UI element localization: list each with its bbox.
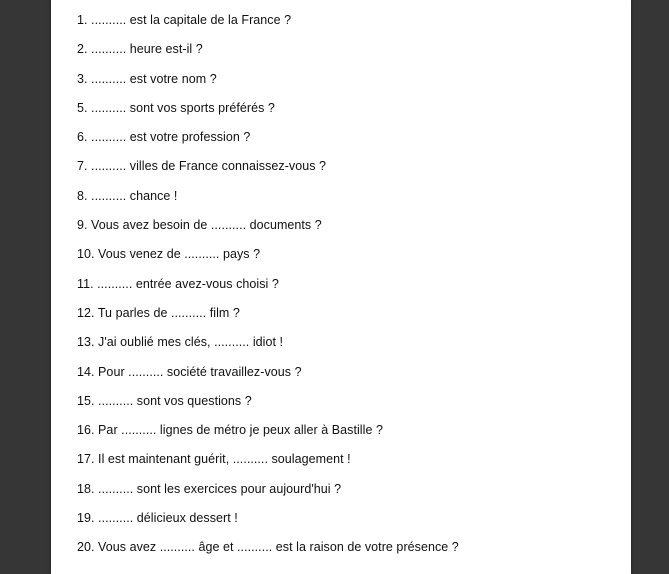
exercise-line-9: 9. Vous avez besoin de .......... documents ?	[77, 218, 322, 233]
exercise-line-15: 15. .......... sont vos questions ?	[77, 393, 252, 408]
exercise-line-14: 14. Pour .......... société travaillez-vous ?	[77, 364, 302, 379]
viewer-background-right	[631, 0, 669, 574]
exercise-line-2: 2. .......... heure est-il ?	[77, 42, 203, 57]
exercise-line-16: 16. Par .......... lignes de métro je peux aller à Bastille ?	[77, 423, 383, 438]
exercise-line-1: 1. .......... est la capitale de la France ?	[77, 13, 292, 27]
exercise-line-10: 10. Vous venez de .......... pays ?	[77, 247, 261, 262]
exercise-line-5: 5. .......... sont vos sports préférés ?	[77, 100, 275, 115]
exercise-line-19: 19. .......... délicieux dessert !	[77, 511, 238, 526]
exercise-list	[77, 11, 459, 568]
viewer-background-left	[0, 0, 51, 574]
exercise-line-12: 12. Tu parles de .......... film ?	[77, 305, 240, 320]
document-page	[51, 0, 631, 574]
exercise-line-6: 6. .......... est votre profession ?	[77, 130, 251, 145]
exercise-line-3: 3. .......... est votre nom ?	[77, 71, 217, 86]
exercise-line-7: 7. .......... villes de France connaissez-vous ?	[77, 159, 327, 174]
exercise-line-20: 20. Vous avez .......... âge et .......... est la raison de votre présence ?	[77, 540, 459, 555]
exercise-line-13: 13. J'ai oublié mes clés, .......... idiot !	[77, 335, 284, 350]
exercise-line-17: 17. Il est maintenant guérit, .......... soulagement !	[77, 452, 351, 467]
exercise-line-8: 8. .......... chance !	[77, 188, 178, 203]
exercise-line-11: 11. .......... entrée avez-vous choisi ?	[77, 276, 279, 291]
exercise-line-18: 18. .......... sont les exercices pour aujourd'hui ?	[77, 481, 342, 496]
